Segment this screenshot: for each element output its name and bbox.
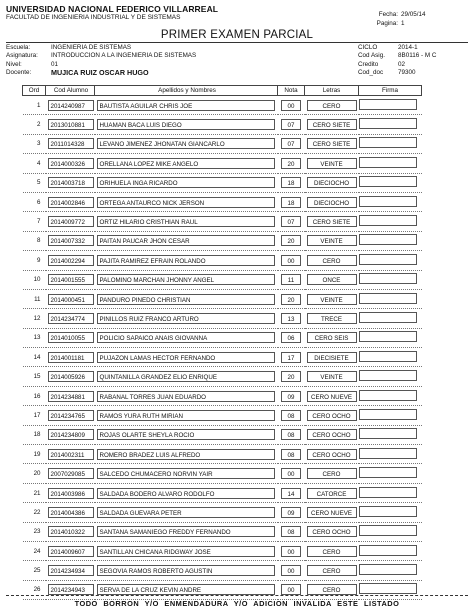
row-name: HUAMAN BACA LUIS DIEGO xyxy=(97,119,275,130)
row-letras: TRECE xyxy=(307,313,357,324)
footer-divider xyxy=(6,595,468,596)
row-firma xyxy=(359,428,417,439)
row-firma xyxy=(359,487,417,498)
row-letras: CERO SIETE xyxy=(307,138,357,149)
row-name: SANTANA SAMANIEGO FREDDY FERNANDO xyxy=(97,526,275,537)
row-letras: CERO SIETE xyxy=(307,216,357,227)
row-cod: 2014005926 xyxy=(48,371,94,382)
cod-doc-label: Cod_doc xyxy=(358,69,384,77)
row-cod: 2014009772 xyxy=(48,216,94,227)
grades-table xyxy=(22,85,422,600)
row-nota: 17 xyxy=(281,352,301,363)
header-cod: Cod Alumno xyxy=(46,86,95,96)
table-row xyxy=(23,541,422,560)
cod-asig-value: 8B0116 - M C xyxy=(398,52,437,60)
ciclo-label: CICLO xyxy=(358,44,378,51)
row-cod: 2014240987 xyxy=(48,100,94,111)
row-ord: 5 xyxy=(23,173,46,192)
row-name: RAMOS YURA RUTH MIRIAN xyxy=(97,410,275,421)
row-nota: 18 xyxy=(281,177,301,188)
row-ord: 6 xyxy=(23,192,46,211)
row-ord: 17 xyxy=(23,406,46,425)
row-nota: 00 xyxy=(281,546,301,557)
row-letras: CERO xyxy=(307,584,357,595)
row-ord: 2 xyxy=(23,115,46,134)
row-letras: VEINTE xyxy=(307,294,357,305)
row-firma xyxy=(359,137,417,148)
header-divider xyxy=(6,42,468,43)
table-row xyxy=(23,154,422,173)
row-letras: VEINTE xyxy=(307,235,357,246)
row-letras: CERO NUEVE xyxy=(307,391,357,402)
row-firma xyxy=(359,157,417,168)
docente-label: Docente: xyxy=(6,69,32,77)
row-cod: 2014003718 xyxy=(48,177,94,188)
row-name: ORELLANA LOPEZ MIKE ANGELO xyxy=(97,158,275,169)
table-row xyxy=(23,192,422,211)
table-row xyxy=(23,367,422,386)
cod-asig-label: Cod Asig. xyxy=(358,52,385,60)
row-name: SEGOVIA RAMOS ROBERTO AGUSTIN xyxy=(97,565,275,576)
row-cod: 2014002311 xyxy=(48,449,94,460)
row-firma xyxy=(359,506,417,517)
row-name: POLICIO SAPAICO ANAIS GIOVANNA xyxy=(97,332,275,343)
footer-notice: TODO BORRON Y/O ENMENDADURA Y/O ADICION INVALIDA ESTE LISTADO xyxy=(74,599,400,608)
table-row xyxy=(23,561,422,580)
row-nota: 00 xyxy=(281,584,301,595)
row-letras: CERO xyxy=(307,546,357,557)
row-firma xyxy=(359,176,417,187)
credito-value: 02 xyxy=(398,60,406,68)
table-row xyxy=(23,212,422,231)
row-nota: 14 xyxy=(281,488,301,499)
row-name: LEVANO JIMENEZ JHONATAN GIANCARLO xyxy=(97,138,275,149)
row-cod: 2014001181 xyxy=(48,352,94,363)
row-cod: 2014234774 xyxy=(48,313,94,324)
row-cod: 2014010055 xyxy=(48,332,94,343)
row-cod: 2013010881 xyxy=(48,119,94,130)
row-letras: CERO SIETE xyxy=(307,119,357,130)
row-firma xyxy=(359,215,417,226)
row-name: PALOMINO MARCHAN JHONNY ANGEL xyxy=(97,274,275,285)
row-ord: 4 xyxy=(23,154,46,173)
nivel-value: 01 xyxy=(51,60,59,68)
row-firma xyxy=(359,525,417,536)
table-row xyxy=(23,483,422,502)
row-nota: 13 xyxy=(281,313,301,324)
row-nota: 20 xyxy=(281,158,301,169)
table-row xyxy=(23,328,422,347)
header-firma: Firma xyxy=(359,86,422,96)
row-ord: 18 xyxy=(23,425,46,444)
row-name: SALCEDO CHUMACERO NORVIN YAIR xyxy=(97,468,275,479)
row-name: ROMERO BRADEZ LUIS ALFREDO xyxy=(97,449,275,460)
university-name: UNIVERSIDAD NACIONAL FEDERICO VILLARREAL xyxy=(6,4,219,14)
row-letras: ONCE xyxy=(307,274,357,285)
table-row xyxy=(23,386,422,405)
escuela-value: INGENIERIA DE SISTEMAS xyxy=(51,44,132,51)
row-nota: 00 xyxy=(281,100,301,111)
row-letras: CERO OCHO xyxy=(307,410,357,421)
row-ord: 25 xyxy=(23,561,46,580)
row-nota: 09 xyxy=(281,391,301,402)
header-nota: Nota xyxy=(278,86,305,96)
row-firma xyxy=(359,448,417,459)
row-name: BAUTISTA AGUILAR CHRIS JOE xyxy=(97,100,275,111)
row-ord: 16 xyxy=(23,386,46,405)
row-ord: 7 xyxy=(23,212,46,231)
row-name: QUINTANILLA GRANDEZ ELIO ENRIQUE xyxy=(97,371,275,382)
faculty-name: FACULTAD DE INGENIERIA INDUSTRIAL Y DE SISTEMAS xyxy=(6,14,181,21)
row-name: RABANAL TORRES JUAN EDUARDO xyxy=(97,391,275,402)
table-body xyxy=(23,96,422,600)
row-firma xyxy=(359,583,417,594)
row-cod: 2014000451 xyxy=(48,294,94,305)
row-firma xyxy=(359,293,417,304)
row-nota: 00 xyxy=(281,255,301,266)
table-row xyxy=(23,522,422,541)
table-row xyxy=(23,406,422,425)
row-name: PUJAZON LAMAS HECTOR FERNANDO xyxy=(97,352,275,363)
row-nota: 08 xyxy=(281,429,301,440)
row-letras: CERO xyxy=(307,255,357,266)
row-ord: 26 xyxy=(23,580,46,599)
row-letras: CERO OCHO xyxy=(307,526,357,537)
row-nota: 00 xyxy=(281,565,301,576)
row-nota: 00 xyxy=(281,468,301,479)
row-firma xyxy=(359,564,417,575)
ciclo-value: 2014-1 xyxy=(398,44,418,51)
row-ord: 15 xyxy=(23,367,46,386)
row-cod: 2011014328 xyxy=(48,138,94,149)
row-name: PANDURO PINEDO CHRISTIAN xyxy=(97,294,275,305)
row-cod: 2014000326 xyxy=(48,158,94,169)
row-cod: 2014003986 xyxy=(48,488,94,499)
table-row xyxy=(23,134,422,153)
table-row xyxy=(23,231,422,250)
row-firma xyxy=(359,273,417,284)
row-ord: 24 xyxy=(23,541,46,560)
row-cod: 2014004386 xyxy=(48,507,94,518)
row-nota: 11 xyxy=(281,274,301,285)
table-row xyxy=(23,580,422,599)
row-cod: 2014002294 xyxy=(48,255,94,266)
fecha-value: 29/05/14 xyxy=(401,11,426,18)
row-letras: CATORCE xyxy=(307,488,357,499)
row-firma xyxy=(359,99,417,110)
row-cod: 2014234881 xyxy=(48,391,94,402)
row-ord: 8 xyxy=(23,231,46,250)
row-nota: 07 xyxy=(281,138,301,149)
table-row xyxy=(23,425,422,444)
row-letras: DIECIOCHO xyxy=(307,197,357,208)
row-firma xyxy=(359,254,417,265)
row-letras: CERO SEIS xyxy=(307,332,357,343)
row-cod: 2014234765 xyxy=(48,410,94,421)
header-letras: Letras xyxy=(305,86,359,96)
row-ord: 10 xyxy=(23,270,46,289)
row-nota: 06 xyxy=(281,332,301,343)
row-nota: 20 xyxy=(281,371,301,382)
row-letras: CERO xyxy=(307,100,357,111)
row-cod: 2014234943 xyxy=(48,584,94,595)
row-nota: 08 xyxy=(281,449,301,460)
nivel-label: Nivel: xyxy=(6,60,22,68)
pagina-value: 1 xyxy=(401,20,405,27)
row-cod: 2014010322 xyxy=(48,526,94,537)
row-firma xyxy=(359,545,417,556)
table-row xyxy=(23,445,422,464)
table-row xyxy=(23,251,422,270)
row-letras: CERO xyxy=(307,565,357,576)
table-row xyxy=(23,309,422,328)
row-firma xyxy=(359,370,417,381)
row-ord: 14 xyxy=(23,348,46,367)
row-letras: CERO NUEVE xyxy=(307,507,357,518)
asignatura-value: INTRODUCCION A LA INGENIERIA DE SISTEMAS xyxy=(51,52,197,60)
row-name: PAITAN PAUCAR JHON CESAR xyxy=(97,235,275,246)
date-page-block xyxy=(368,10,426,28)
row-ord: 11 xyxy=(23,289,46,308)
row-ord: 3 xyxy=(23,134,46,153)
row-cod: 2014009607 xyxy=(48,546,94,557)
row-cod: 2014234809 xyxy=(48,429,94,440)
asignatura-label: Asignatura: xyxy=(6,52,38,60)
row-firma xyxy=(359,234,417,245)
row-letras: VEINTE xyxy=(307,371,357,382)
table-row xyxy=(23,270,422,289)
row-name: ORIHUELA INGA RICARDO xyxy=(97,177,275,188)
table-header-row xyxy=(23,86,422,96)
row-cod: 2014001555 xyxy=(48,274,94,285)
course-info-right xyxy=(358,44,468,78)
row-letras: VEINTE xyxy=(307,158,357,169)
row-name: PINILLOS RUIZ FRANCO ARTURO xyxy=(97,313,275,324)
row-firma xyxy=(359,467,417,478)
header-name: Apellidos y Nombres xyxy=(95,86,278,96)
pagina-label: Pagina: xyxy=(376,20,398,27)
row-firma xyxy=(359,351,417,362)
row-name: ROJAS OLARTE SHEYLA ROCIO xyxy=(97,429,275,440)
table-row xyxy=(23,503,422,522)
row-firma xyxy=(359,196,417,207)
row-nota: 07 xyxy=(281,119,301,130)
docente-value: MUJICA RUIZ OSCAR HUGO xyxy=(51,68,149,78)
row-ord: 12 xyxy=(23,309,46,328)
row-nota: 20 xyxy=(281,294,301,305)
row-letras: DIECISIETE xyxy=(307,352,357,363)
row-cod: 2014002846 xyxy=(48,197,94,208)
row-firma xyxy=(359,390,417,401)
row-name: SALDADA GUEVARA PETER xyxy=(97,507,275,518)
row-ord: 22 xyxy=(23,503,46,522)
table-row xyxy=(23,115,422,134)
row-name: SANTILLAN CHICANA RIDGWAY JOSE xyxy=(97,546,275,557)
row-letras: CERO xyxy=(307,468,357,479)
row-ord: 23 xyxy=(23,522,46,541)
row-cod: 2014234934 xyxy=(48,565,94,576)
row-letras: CERO OCHO xyxy=(307,449,357,460)
row-nota: 07 xyxy=(281,216,301,227)
page-title: PRIMER EXAMEN PARCIAL xyxy=(160,29,314,41)
row-ord: 9 xyxy=(23,251,46,270)
row-cod: 2007029085 xyxy=(48,468,94,479)
row-letras: DIECIOCHO xyxy=(307,177,357,188)
escuela-label: Escuela: xyxy=(6,44,31,51)
row-letras: CERO OCHO xyxy=(307,429,357,440)
row-name: SALDADA BODERO ALVARO RODOLFO xyxy=(97,488,275,499)
row-ord: 19 xyxy=(23,445,46,464)
row-ord: 20 xyxy=(23,464,46,483)
row-cod: 2014007332 xyxy=(48,235,94,246)
table-row xyxy=(23,173,422,192)
row-nota: 08 xyxy=(281,410,301,421)
row-ord: 21 xyxy=(23,483,46,502)
row-name: SERVA DE LA CRUZ KEVIN ANDRE xyxy=(97,584,275,595)
row-nota: 20 xyxy=(281,235,301,246)
course-info-left xyxy=(6,44,196,78)
table-row xyxy=(23,464,422,483)
table-row xyxy=(23,96,422,115)
row-nota: 09 xyxy=(281,507,301,518)
row-name: ORTIZ HILARIO CRISTHIAN RAUL xyxy=(97,216,275,227)
row-firma xyxy=(359,312,417,323)
table-row xyxy=(23,289,422,308)
row-name: ORTEGA ANTAURCO NICK JERSON xyxy=(97,197,275,208)
cod-doc-value: 79300 xyxy=(398,69,416,77)
credito-label: Credito xyxy=(358,60,379,68)
row-ord: 13 xyxy=(23,328,46,347)
header-ord: Ord xyxy=(23,86,46,96)
row-ord: 1 xyxy=(23,96,46,115)
row-nota: 08 xyxy=(281,526,301,537)
table-row xyxy=(23,348,422,367)
fecha-label: Fecha: xyxy=(378,11,398,18)
row-firma xyxy=(359,331,417,342)
row-firma xyxy=(359,409,417,420)
row-name: PAJITA RAMIREZ EFRAIN ROLANDO xyxy=(97,255,275,266)
row-nota: 18 xyxy=(281,197,301,208)
row-firma xyxy=(359,118,417,129)
